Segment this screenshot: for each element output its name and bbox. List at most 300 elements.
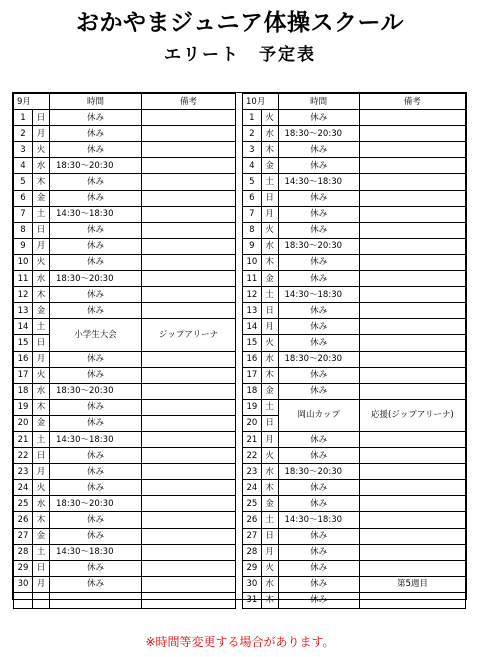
table-row: [243, 512, 466, 528]
time-cell: 14:30～18:30: [278, 174, 359, 190]
note-cell: [142, 383, 236, 399]
note-cell: [359, 303, 465, 319]
table-row: [243, 206, 466, 222]
day-cell: 10: [243, 254, 262, 270]
day-cell: 19: [243, 399, 262, 415]
time-header: 時間: [50, 94, 142, 110]
time-cell: 休み: [278, 206, 359, 222]
table-row: [243, 464, 466, 480]
weekday-cell: 木: [261, 367, 278, 383]
note-cell: [142, 222, 236, 238]
table-row: [14, 110, 236, 126]
table-row: [243, 544, 466, 560]
day-cell: 2: [14, 126, 33, 142]
weekday-cell: 火: [33, 480, 50, 496]
table-row: [14, 448, 236, 464]
weekday-cell: [33, 592, 50, 608]
note-cell: [359, 464, 465, 480]
weekday-cell: 金: [261, 496, 278, 512]
note-cell: [142, 431, 236, 447]
day-cell: 21: [243, 431, 262, 447]
day-cell: 27: [14, 528, 33, 544]
time-cell: 休み: [278, 142, 359, 158]
day-cell: 9: [243, 238, 262, 254]
day-cell: 16: [14, 351, 33, 367]
time-cell: 休み: [278, 431, 359, 447]
day-cell: 7: [243, 206, 262, 222]
day-cell: 26: [243, 512, 262, 528]
note-cell: [359, 319, 465, 335]
note-cell: [142, 415, 236, 431]
weekday-cell: 日: [33, 448, 50, 464]
day-cell: 29: [243, 560, 262, 576]
weekday-cell: 木: [261, 592, 278, 608]
note-cell: [359, 512, 465, 528]
table-row: [243, 496, 466, 512]
weekday-cell: 金: [261, 158, 278, 174]
time-cell: 休み: [50, 254, 142, 270]
weekday-cell: 火: [261, 560, 278, 576]
table-row: [14, 271, 236, 287]
time-cell: 休み: [50, 464, 142, 480]
note-cell: [359, 110, 465, 126]
table-row: [243, 448, 466, 464]
day-cell: 19: [14, 399, 33, 415]
weekday-cell: 火: [261, 222, 278, 238]
note-cell: [142, 592, 236, 608]
table-row: [14, 303, 236, 319]
note-cell: [359, 335, 465, 351]
weekday-cell: 月: [33, 238, 50, 254]
day-cell: 4: [14, 158, 33, 174]
day-cell: 10: [14, 254, 33, 270]
table-row: [243, 110, 466, 126]
weekday-cell: 日: [261, 415, 278, 431]
time-cell: 小学生大会: [50, 319, 142, 351]
day-cell: 31: [243, 592, 262, 608]
table-row: [243, 560, 466, 576]
time-cell: 休み: [278, 158, 359, 174]
day-cell: 22: [243, 448, 262, 464]
day-cell: 30: [14, 576, 33, 592]
time-cell: 休み: [278, 480, 359, 496]
day-cell: 24: [14, 480, 33, 496]
weekday-cell: 木: [33, 174, 50, 190]
note-header: 備考: [359, 94, 465, 110]
weekday-cell: 日: [261, 528, 278, 544]
note-cell: [142, 448, 236, 464]
weekday-cell: 月: [261, 206, 278, 222]
day-cell: 6: [14, 190, 33, 206]
table-row: [14, 496, 236, 512]
table-row: [14, 431, 236, 447]
note-cell: [359, 190, 465, 206]
weekday-cell: 火: [261, 448, 278, 464]
table-row: [243, 174, 466, 190]
weekday-cell: 木: [33, 512, 50, 528]
table-row: [14, 206, 236, 222]
time-cell: 14:30～18:30: [50, 206, 142, 222]
time-cell: 休み: [278, 271, 359, 287]
time-cell: 18:30～20:30: [50, 496, 142, 512]
weekday-cell: 土: [261, 399, 278, 415]
table-row: [243, 399, 466, 415]
footer-note: ※時間等変更する場合があります。: [145, 635, 335, 649]
weekday-cell: 木: [261, 142, 278, 158]
note-cell: [142, 142, 236, 158]
note-cell: [142, 512, 236, 528]
note-cell: ジップアリーナ: [142, 319, 236, 351]
time-cell: 18:30～20:30: [278, 126, 359, 142]
time-cell: 休み: [278, 560, 359, 576]
table-row: [14, 238, 236, 254]
weekday-cell: 火: [261, 110, 278, 126]
day-cell: 14: [243, 319, 262, 335]
note-cell: [142, 206, 236, 222]
table-row: [243, 528, 466, 544]
day-cell: 4: [243, 158, 262, 174]
day-cell: [14, 592, 33, 608]
time-cell: 14:30～18:30: [50, 431, 142, 447]
note-cell: [359, 592, 465, 608]
note-cell: [359, 560, 465, 576]
day-cell: 26: [14, 512, 33, 528]
table-header-row: [243, 94, 466, 110]
table-row: [14, 142, 236, 158]
weekday-cell: 水: [33, 383, 50, 399]
table-row: [14, 351, 236, 367]
time-cell: 休み: [50, 303, 142, 319]
time-cell: 休み: [50, 238, 142, 254]
note-header: 備考: [142, 94, 236, 110]
day-cell: 25: [243, 496, 262, 512]
weekday-cell: 木: [33, 287, 50, 303]
table-row: [14, 126, 236, 142]
table-row: [243, 480, 466, 496]
table-row: [14, 560, 236, 576]
day-cell: 12: [14, 287, 33, 303]
september-schedule-table: [13, 93, 236, 609]
table-row: [14, 480, 236, 496]
table-row: [243, 238, 466, 254]
time-cell: 休み: [50, 512, 142, 528]
day-cell: 8: [14, 222, 33, 238]
note-cell: [142, 303, 236, 319]
time-cell: 休み: [278, 592, 359, 608]
day-cell: 30: [243, 576, 262, 592]
day-cell: 5: [243, 174, 262, 190]
weekday-cell: 金: [33, 415, 50, 431]
note-cell: [359, 158, 465, 174]
weekday-cell: 木: [33, 399, 50, 415]
note-cell: [359, 238, 465, 254]
note-cell: [142, 110, 236, 126]
weekday-cell: 月: [33, 126, 50, 142]
note-cell: [142, 480, 236, 496]
table-row: [14, 158, 236, 174]
day-cell: 11: [243, 271, 262, 287]
weekday-cell: 水: [261, 238, 278, 254]
note-cell: [359, 174, 465, 190]
time-cell: 休み: [278, 367, 359, 383]
table-row: [14, 464, 236, 480]
note-cell: [142, 464, 236, 480]
day-cell: 25: [14, 496, 33, 512]
weekday-cell: 水: [33, 271, 50, 287]
table-row: [14, 544, 236, 560]
note-cell: [359, 126, 465, 142]
table-header-row: [14, 94, 236, 110]
time-cell: 休み: [278, 383, 359, 399]
day-cell: 20: [243, 415, 262, 431]
table-row: [14, 576, 236, 592]
time-cell: 休み: [50, 528, 142, 544]
time-cell: 休み: [278, 496, 359, 512]
table-row: [243, 351, 466, 367]
note-cell: [359, 480, 465, 496]
note-cell: [359, 448, 465, 464]
table-row: [14, 174, 236, 190]
time-cell: 18:30～20:30: [278, 351, 359, 367]
weekday-cell: 土: [33, 206, 50, 222]
weekday-cell: 日: [33, 335, 50, 351]
time-cell: 18:30～20:30: [50, 271, 142, 287]
day-cell: 11: [14, 271, 33, 287]
time-cell: 休み: [278, 319, 359, 335]
table-row: [14, 222, 236, 238]
weekday-cell: 日: [33, 222, 50, 238]
weekday-cell: 金: [33, 528, 50, 544]
note-cell: [142, 174, 236, 190]
time-cell: 休み: [50, 448, 142, 464]
time-cell: 休み: [278, 303, 359, 319]
day-cell: 13: [14, 303, 33, 319]
time-cell: 休み: [278, 544, 359, 560]
weekday-cell: 日: [261, 190, 278, 206]
note-cell: [359, 351, 465, 367]
day-cell: 18: [14, 383, 33, 399]
table-row: [243, 431, 466, 447]
weekday-cell: 日: [261, 303, 278, 319]
table-row: [14, 287, 236, 303]
time-cell: 休み: [50, 576, 142, 592]
time-cell: 休み: [50, 415, 142, 431]
time-header: 時間: [278, 94, 359, 110]
day-cell: 16: [243, 351, 262, 367]
day-cell: 14: [14, 319, 33, 335]
note-cell: [359, 271, 465, 287]
table-row: [243, 383, 466, 399]
note-cell: [142, 399, 236, 415]
day-cell: 23: [14, 464, 33, 480]
day-cell: 18: [243, 383, 262, 399]
note-cell: [142, 560, 236, 576]
day-cell: 9: [14, 238, 33, 254]
table-row: [243, 254, 466, 270]
note-cell: [359, 383, 465, 399]
weekday-cell: 月: [261, 431, 278, 447]
time-cell: 14:30～18:30: [278, 512, 359, 528]
weekday-cell: 月: [33, 351, 50, 367]
note-cell: [142, 287, 236, 303]
time-cell: 14:30～18:30: [50, 544, 142, 560]
note-cell: [359, 206, 465, 222]
weekday-cell: 日: [33, 560, 50, 576]
day-cell: 17: [14, 367, 33, 383]
day-cell: 23: [243, 464, 262, 480]
weekday-cell: 火: [33, 367, 50, 383]
table-row: [243, 222, 466, 238]
weekday-cell: 木: [261, 480, 278, 496]
table-row: [243, 303, 466, 319]
day-cell: 22: [14, 448, 33, 464]
note-cell: [142, 158, 236, 174]
table-row: [243, 287, 466, 303]
table-row: [14, 190, 236, 206]
table-row: [14, 592, 236, 608]
schedule-frame: [12, 92, 467, 606]
time-cell: 休み: [278, 528, 359, 544]
note-cell: [359, 528, 465, 544]
day-cell: 27: [243, 528, 262, 544]
note-cell: [359, 287, 465, 303]
time-cell: 休み: [50, 222, 142, 238]
time-cell: 休み: [278, 576, 359, 592]
time-cell: [50, 592, 142, 608]
day-cell: 8: [243, 222, 262, 238]
table-row: [243, 126, 466, 142]
page-subtitle: エリート 予定表: [164, 45, 316, 65]
note-cell: [359, 222, 465, 238]
time-cell: 岡山カップ: [278, 399, 359, 431]
time-cell: 休み: [50, 351, 142, 367]
time-cell: 休み: [278, 190, 359, 206]
day-cell: 15: [14, 335, 33, 351]
note-cell: [142, 190, 236, 206]
note-cell: [359, 367, 465, 383]
note-cell: [142, 544, 236, 560]
table-row: [243, 592, 466, 608]
weekday-cell: 水: [261, 351, 278, 367]
table-row: [243, 335, 466, 351]
weekday-cell: 月: [33, 576, 50, 592]
table-row: [14, 319, 236, 335]
note-cell: [142, 576, 236, 592]
time-cell: 14:30～18:30: [278, 287, 359, 303]
weekday-cell: 月: [33, 464, 50, 480]
month-header: 10月: [243, 94, 279, 110]
weekday-cell: 火: [261, 335, 278, 351]
day-cell: 15: [243, 335, 262, 351]
time-cell: 休み: [278, 254, 359, 270]
page-title: おかやまジュニア体操スクール: [75, 10, 405, 36]
table-row: [14, 415, 236, 431]
day-cell: 13: [243, 303, 262, 319]
note-cell: [142, 238, 236, 254]
table-row: [14, 383, 236, 399]
weekday-cell: 金: [261, 383, 278, 399]
weekday-cell: 土: [261, 287, 278, 303]
table-row: [243, 142, 466, 158]
time-cell: 休み: [50, 142, 142, 158]
weekday-cell: 火: [33, 254, 50, 270]
day-cell: 20: [14, 415, 33, 431]
note-cell: [359, 254, 465, 270]
weekday-cell: 金: [33, 190, 50, 206]
weekday-cell: 土: [33, 319, 50, 335]
weekday-cell: 日: [33, 110, 50, 126]
note-cell: [142, 254, 236, 270]
weekday-cell: 火: [33, 142, 50, 158]
day-cell: 3: [14, 142, 33, 158]
weekday-cell: 水: [261, 576, 278, 592]
note-cell: [142, 367, 236, 383]
day-cell: 7: [14, 206, 33, 222]
table-row: [14, 528, 236, 544]
day-cell: 21: [14, 431, 33, 447]
time-cell: 18:30～20:30: [50, 158, 142, 174]
weekday-cell: 水: [33, 158, 50, 174]
note-cell: 第5週目: [359, 576, 465, 592]
weekday-cell: 土: [261, 512, 278, 528]
note-cell: [142, 496, 236, 512]
day-cell: 2: [243, 126, 262, 142]
time-cell: 休み: [278, 335, 359, 351]
table-row: [243, 576, 466, 592]
day-cell: 29: [14, 560, 33, 576]
note-cell: [359, 544, 465, 560]
table-row: [14, 399, 236, 415]
weekday-cell: 木: [261, 254, 278, 270]
note-cell: [359, 431, 465, 447]
table-row: [14, 367, 236, 383]
note-cell: [142, 351, 236, 367]
weekday-cell: 水: [261, 464, 278, 480]
weekday-cell: 土: [33, 544, 50, 560]
day-cell: 3: [243, 142, 262, 158]
time-cell: 休み: [50, 480, 142, 496]
table-row: [243, 158, 466, 174]
table-row: [243, 271, 466, 287]
time-cell: 休み: [50, 560, 142, 576]
weekday-cell: 水: [33, 496, 50, 512]
note-cell: [142, 271, 236, 287]
note-cell: [142, 528, 236, 544]
day-cell: 5: [14, 174, 33, 190]
time-cell: 休み: [50, 287, 142, 303]
weekday-cell: 土: [33, 431, 50, 447]
day-cell: 6: [243, 190, 262, 206]
time-cell: 18:30～20:30: [278, 238, 359, 254]
weekday-cell: 水: [261, 126, 278, 142]
day-cell: 12: [243, 287, 262, 303]
weekday-cell: 月: [261, 319, 278, 335]
weekday-cell: 月: [261, 544, 278, 560]
day-cell: 1: [14, 110, 33, 126]
weekday-cell: 金: [261, 271, 278, 287]
note-cell: 応援(ジップアリーナ): [359, 399, 465, 431]
time-cell: 休み: [278, 110, 359, 126]
table-row: [14, 512, 236, 528]
table-row: [243, 190, 466, 206]
weekday-cell: 金: [33, 303, 50, 319]
note-cell: [359, 496, 465, 512]
time-cell: 休み: [50, 367, 142, 383]
month-header: 9月: [14, 94, 50, 110]
time-cell: 休み: [50, 190, 142, 206]
time-cell: 18:30～20:30: [50, 383, 142, 399]
time-cell: 休み: [278, 448, 359, 464]
